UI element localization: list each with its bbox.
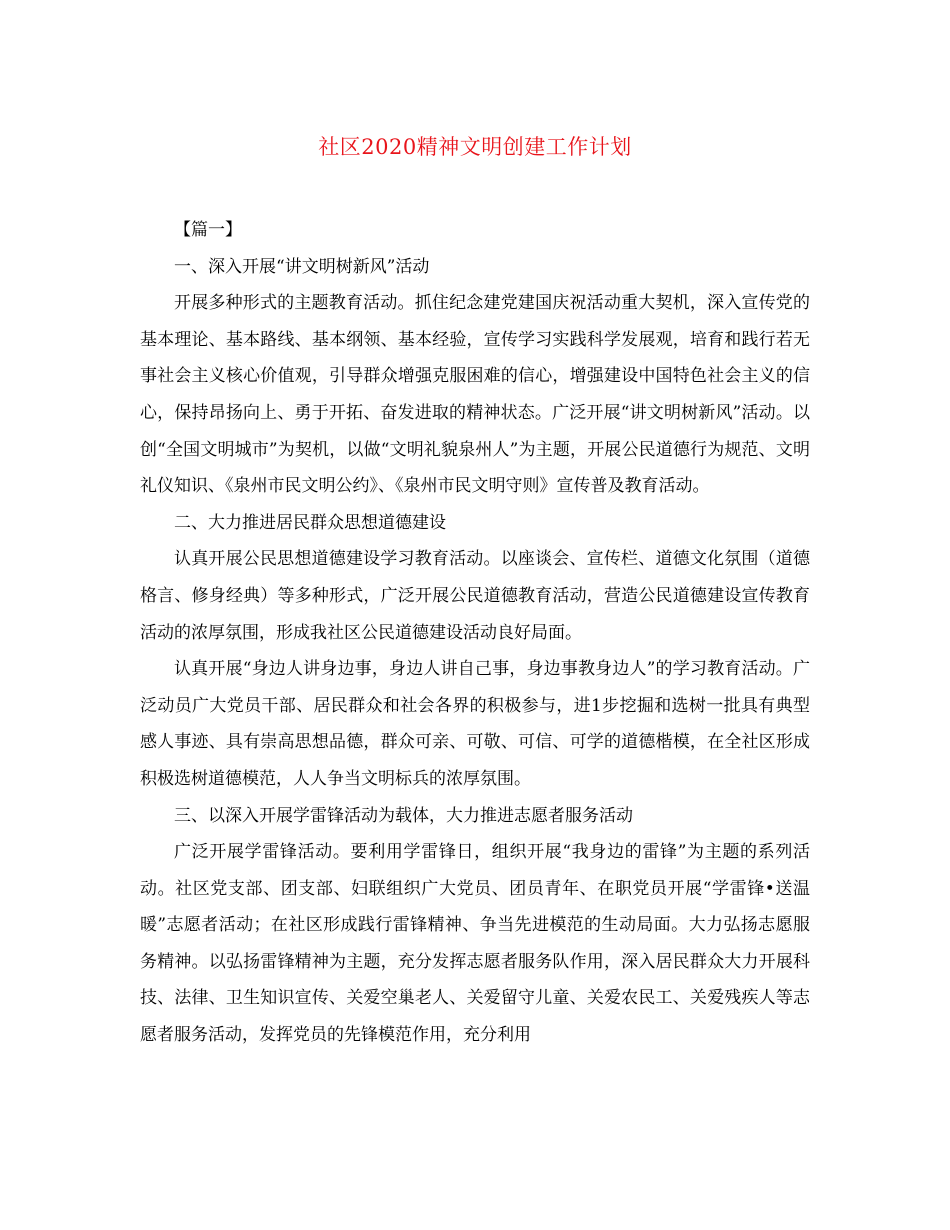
paragraph: 认真开展公民思想道德建设学习教育活动。以座谈会、宣传栏、道德文化氛围（道德格言、修身经典）等多种形式，广泛开展公民道德教育活动，营造公民道德建设宣传教育活动的浓厚氛围，形成我社区公民道德建设活动良好局面。 [140, 549, 810, 643]
paragraph: 开展多种形式的主题教育活动。抓住纪念建党建国庆祝活动重大契机，深入宣传党的基本理论、基本路线、基本纲领、基本经验，宣传学习实践科学发展观，培育和践行若无事社会主义核心价值观，引导群众增强克服困难的信心，增强建设中国特色社会主义的信心，保持昂扬向上、勇于开拓、奋发进取的精神状态。广泛开展“讲文明树新风”活动。以创“全国文明城市”为契机，以做“文明礼貌泉州人”为主题，开展公民道德行为规范、文明礼仪知识、《泉州市民文明公约》、《泉州市民文明守则》宣传普及教育活动。 [140, 293, 810, 497]
paragraph: 认真开展“身边人讲身边事，身边人讲自己事，身边事教身边人”的学习教育活动。广泛动员广大党员干部、居民群众和社会各界的积极参与，进1步挖掘和选树一批具有典型感人事迹、具有崇高思想品德，群众可亲、可敬、可信、可学的道德楷模，在全社区形成积极选树道德模范，人人争当文明标兵的浓厚氛围。 [140, 659, 810, 789]
section-heading-2: 二、大力推进居民群众思想道德建设 [174, 512, 446, 533]
document-body [140, 212, 810, 1054]
section-heading-3: 三、以深入开展学雷锋活动为载体，大力推进志愿者服务活动 [174, 805, 633, 826]
document-title: 社区2020精神文明创建工作计划 [318, 135, 632, 159]
section-heading-1: 一、深入开展“讲文明树新风”活动 [174, 256, 430, 277]
section-label: 【篇一】 [174, 220, 242, 240]
paragraph: 广泛开展学雷锋活动。要利用学雷锋日，组织开展“我身边的雷锋”为主题的系列活动。社区党支部、团支部、妇联组织广大党员、团员青年、在职党员开展“学雷锋•送温暖”志愿者活动；在社区形成践行雷锋精神、争当先进模范的生动局面。大力弘扬志愿服务精神。以弘扬雷锋精神为主题，充分发挥志愿者服务队作用，深入居民群众大力开展科技、法律、卫生知识宣传、关爱空巢老人、关爱留守儿童、关爱农民工、关爱残疾人等志愿者服务活动，发挥党员的先锋模范作用，充分利用 [140, 842, 810, 1046]
